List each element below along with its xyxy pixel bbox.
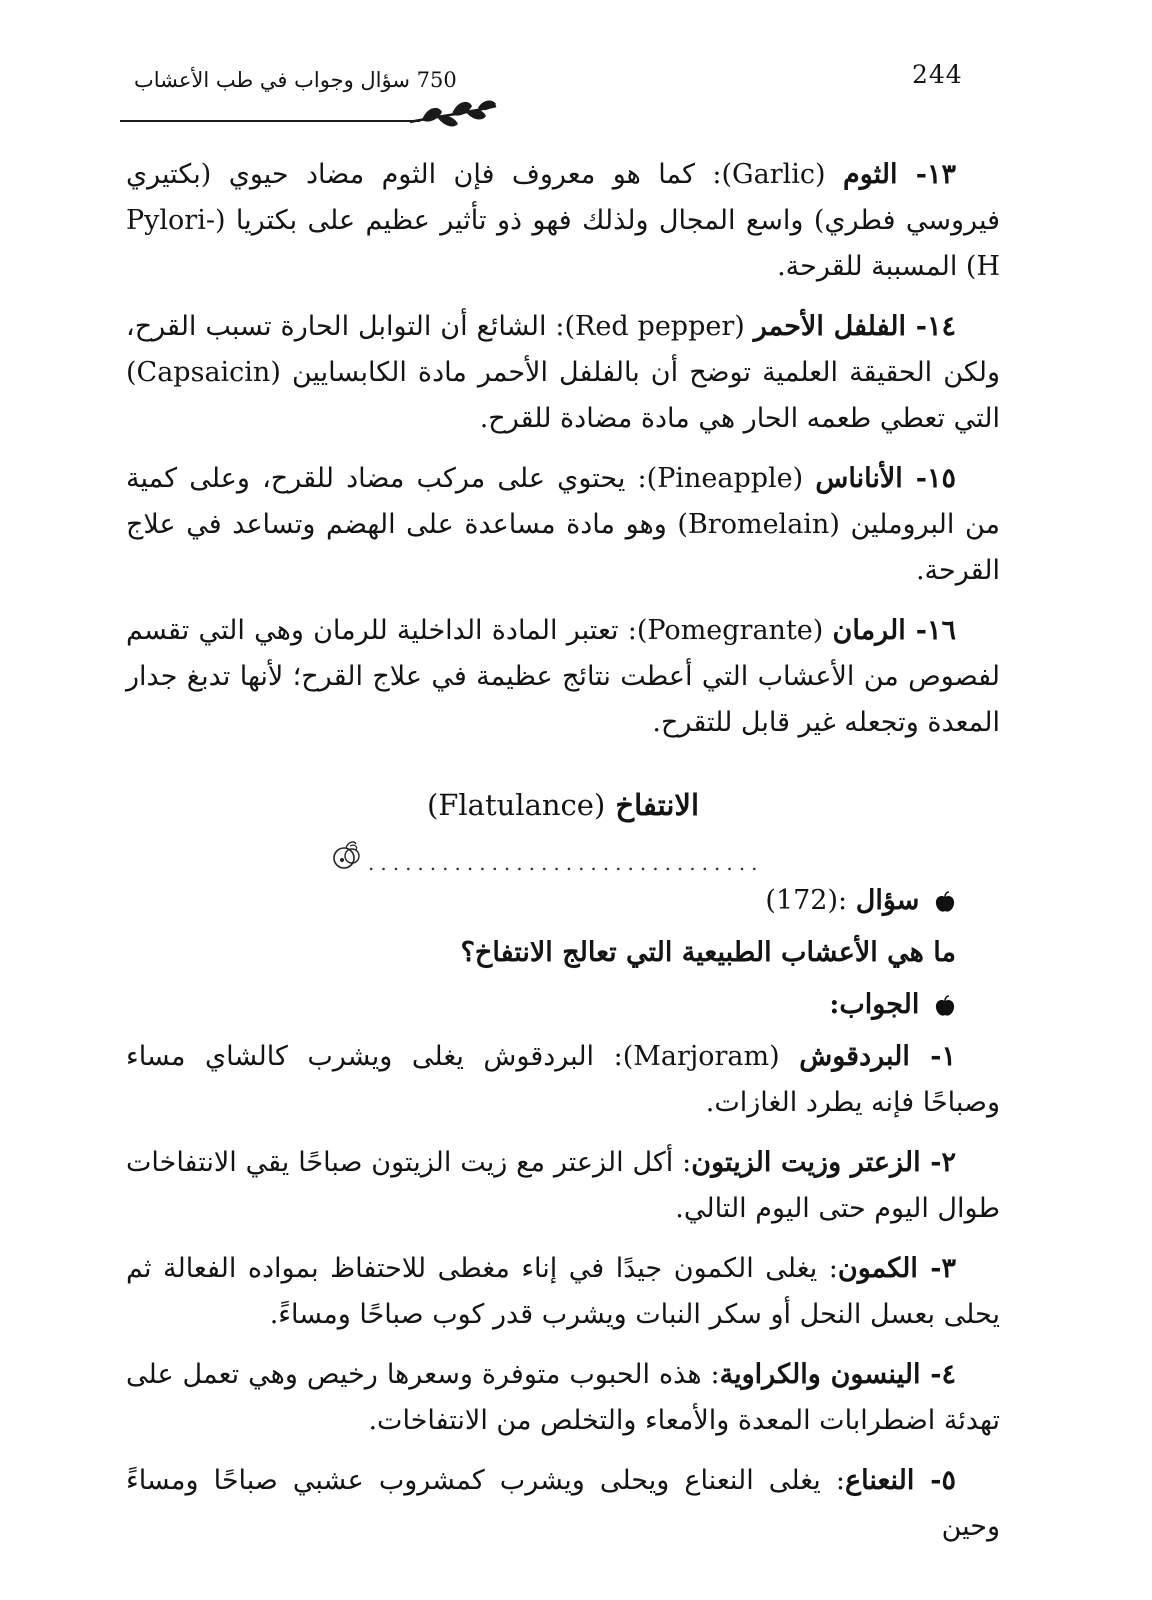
- remedy-name: الفلفل الأحمر: [753, 311, 907, 342]
- remedy-number: ٥-: [930, 1465, 957, 1496]
- remedy-name: الينسون والكراوية: [719, 1359, 921, 1390]
- question-number: (172):: [765, 885, 848, 916]
- remedy-paragraph: [126, 608, 1000, 746]
- remedy-description: : يحتوي على مركب مضاد للقرح، وعلى كمية من البروملين (Bromelain) وهو مادة مساعدة على الهضم وتساعد في علاج القرحة.: [126, 463, 1000, 586]
- remedy-number: ١-: [930, 1041, 956, 1072]
- remedy-name: الرمان: [832, 615, 906, 646]
- section-divider: [126, 834, 1000, 878]
- remedy-description: : تعتبر المادة الداخلية للرمان وهي التي تقسم لفصوص من الأعشاب التي أعطت نتائج عظيمة في علاج القرح؛ لأنها تدبغ جدار المعدة وتجعله غير قابل للتقرح.: [126, 615, 1000, 738]
- remedy-number-and-name: [691, 1147, 956, 1178]
- remedy-paragraph: [126, 1458, 1000, 1550]
- remedy-number: ١٣-: [915, 159, 956, 190]
- remedy-paragraph: [126, 1246, 1000, 1338]
- apple-bullet-icon: [934, 891, 956, 913]
- question-text: ما هي الأعشاب الطبيعية التي تعالج الانتفاخ؟: [460, 937, 956, 968]
- remedy-number-and-name: [845, 1465, 956, 1496]
- section-title-arabic: الانتفاخ: [615, 788, 700, 822]
- answer-label-line: [126, 982, 1000, 1028]
- running-title: 750 سؤال وجواب في طب الأعشاب: [134, 68, 457, 92]
- remedy-paragraph: [126, 1140, 1000, 1232]
- page-content: [126, 152, 1000, 1564]
- remedy-number: ٤-: [930, 1359, 956, 1390]
- remedy-number-and-name: [843, 159, 956, 190]
- remedy-latin-name: (Marjoram): [622, 1041, 780, 1072]
- remedy-description: : يغلى الكمون جيدًا في إناء مغطى للاحتفاظ بمواده الفعالة ثم يحلى بعسل النحل أو سكر النبات ويشرب قدر كوب صباحًا ومساءً.: [126, 1253, 1000, 1330]
- remedy-number: ٣-: [930, 1253, 956, 1284]
- remedy-description: : الشائع أن التوابل الحارة تسبب القرح، ولكن الحقيقة العلمية توضح أن بالفلفل الأحمر مادة الكابسايين (Capsaicin) التي تعطي طعمه الحار هي مادة مضادة للقرح.: [126, 311, 1000, 434]
- remedy-name: الأناناس: [815, 463, 903, 494]
- remedy-number-and-name: [815, 463, 956, 494]
- remedy-latin-name: (Pomegrante): [636, 615, 824, 646]
- question-label: سؤال: [855, 885, 920, 916]
- remedy-description: : البردقوش يغلى ويشرب كالشاي مساء وصباحًا فإنه يطرد الغازات.: [126, 1041, 1000, 1118]
- remedy-description: : هذه الحبوب متوفرة وسعرها رخيص وهي تعمل على تهدئة اضطرابات المعدة والأمعاء والتخلص من الانتفاخات.: [126, 1359, 1000, 1436]
- remedy-description: : كما هو معروف فإن الثوم مضاد حيوي (بكتيري فيروسي فطري) واسع المجال ولذلك فهو ذو تأثير عظيم على بكتريا (Pylori-H) المسببة للقرحة.: [126, 159, 1000, 282]
- remedy-name: الزعتر وزيت الزيتون: [691, 1147, 921, 1178]
- leaf-branch-icon: [408, 94, 498, 134]
- remedy-number-and-name: [754, 311, 956, 342]
- remedy-paragraph: [126, 152, 1000, 290]
- remedy-number: ١٤-: [915, 311, 956, 342]
- remedy-number: ١٥-: [915, 463, 957, 494]
- remedy-latin-name: (Red pepper): [564, 311, 745, 342]
- header-rule: [120, 120, 420, 122]
- remedy-number: ٢-: [930, 1147, 957, 1178]
- section-title-latin: (Flatulance): [426, 788, 606, 822]
- remedy-name: الكمون: [837, 1253, 918, 1284]
- remedy-name: الثوم: [842, 159, 898, 190]
- remedy-description: : أكل الزعتر مع زيت الزيتون صباحًا يقي الانتفاخات طوال اليوم حتى اليوم التالي.: [126, 1147, 1000, 1224]
- remedy-name: النعناع: [844, 1465, 915, 1496]
- remedy-description: : يغلى النعناع ويحلى ويشرب كمشروب عشبي صباحًا ومساءً وحين: [126, 1465, 1000, 1542]
- remedy-latin-name: (Pineapple): [646, 463, 804, 494]
- flatulence-remedies-list: [126, 1034, 1000, 1550]
- answer-label: الجواب:: [829, 989, 920, 1020]
- remedy-paragraph: [126, 1034, 1000, 1126]
- fruit-doodle-icon: [328, 838, 366, 872]
- apple-bullet-icon: [934, 995, 956, 1017]
- remedy-number: ١٦-: [915, 615, 956, 646]
- remedy-name: البردقوش: [799, 1041, 910, 1072]
- remedy-paragraph: [126, 304, 1000, 442]
- section-heading: [126, 782, 1000, 828]
- remedy-paragraph: [126, 1352, 1000, 1444]
- remedy-number-and-name: [720, 1359, 956, 1390]
- dotted-line: ................................: [368, 851, 764, 875]
- remedy-paragraph: [126, 456, 1000, 594]
- ulcer-remedies-list: [126, 152, 1000, 746]
- page-number: 244: [912, 60, 963, 89]
- remedy-number-and-name: [838, 1253, 956, 1284]
- remedy-number-and-name: [833, 615, 956, 646]
- remedy-latin-name: (Garlic): [721, 159, 826, 190]
- remedy-number-and-name: [799, 1041, 956, 1072]
